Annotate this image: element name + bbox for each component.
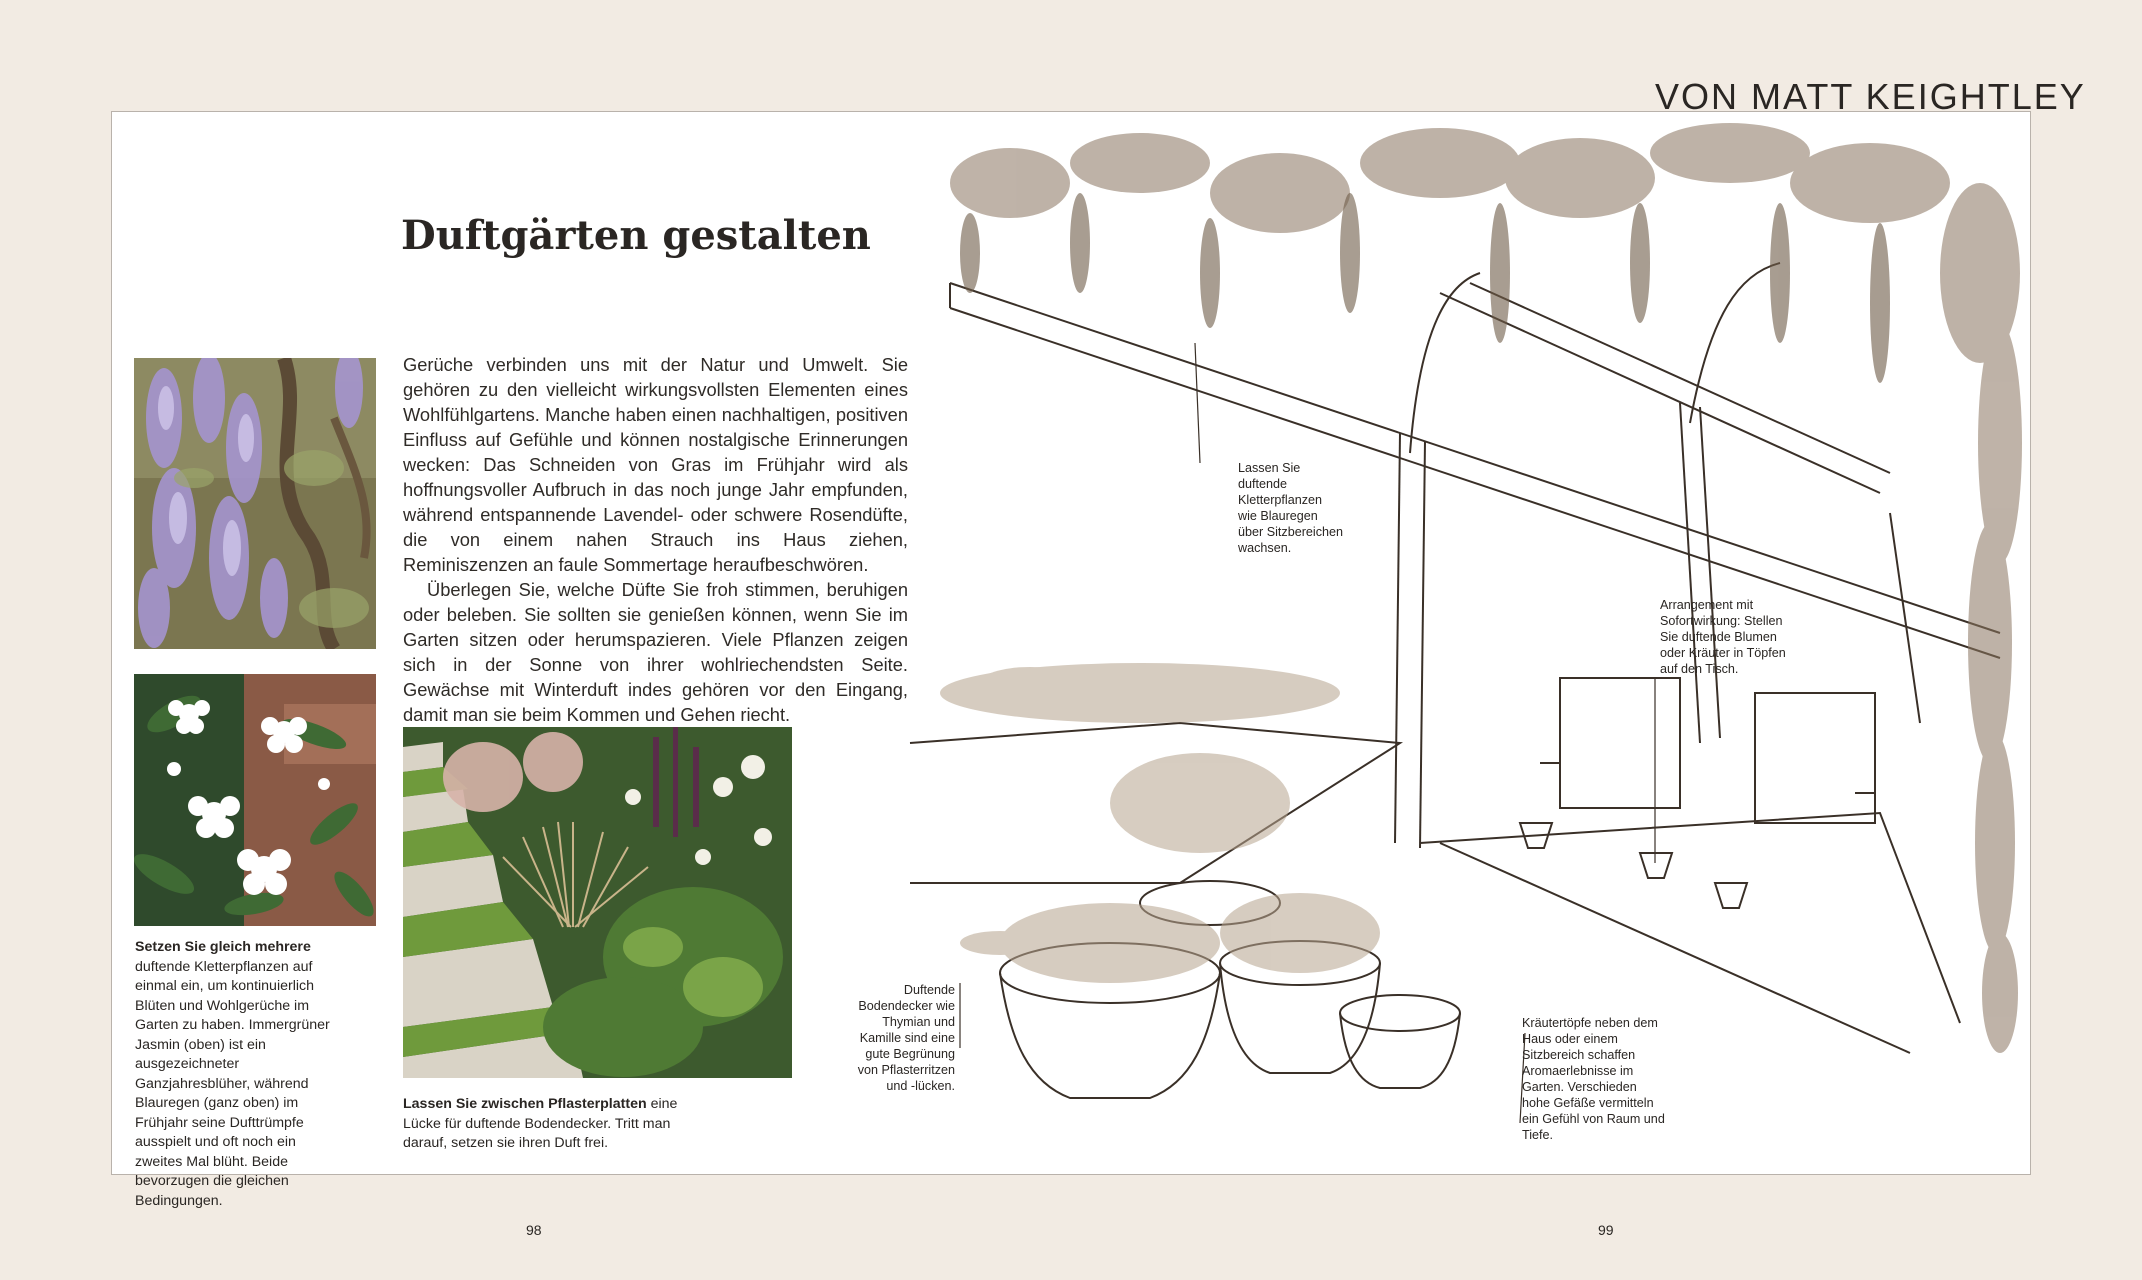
garden-sketch-illustration (880, 123, 2030, 1168)
climbers-caption-lead: Setzen Sie gleich mehrere (135, 939, 311, 955)
paving-caption-lead: Lassen Sie zwischen Pflasterplatten (403, 1096, 647, 1112)
wisteria-photo (134, 358, 376, 649)
label-climbers: Lassen Sie duftende Kletterpflanzen wie Blauregen über Sitzbereichen wachsen. (1238, 461, 1344, 555)
paving-caption-body: eine Lücke für duftende Bodendecker. Tritt man darauf, setzen sie ihren Duft frei. (403, 1096, 678, 1151)
author-byline: VON MATT KEIGHTLEY (1655, 76, 2086, 117)
label-arrangement: Arrangement mit Sofortwirkung: Stellen Sie duftende Blumen oder Kräuter in Töpfen auf den Tisch. (1660, 598, 1786, 676)
paving-caption (403, 1095, 703, 1154)
climbers-caption-body: duftende Kletterpflanzen auf einmal ein, um kontinuierlich Blüten und Wohlgerüche im Garten zu haben. Immergrüner Jasmin (oben) ist ein ausgezeichneter Ganzjahresblüher, während Blauregen (ganz oben) im Frühjahr seine Dufttrümpfe ausspielt und oft noch ein zweites Mal blüht. Beide bevorzugen die gleichen Bedingungen. (135, 958, 330, 1209)
intro-paragraph-1: Gerüche verbinden uns mit der Natur und Umwelt. Sie gehören zu den vielleicht wirkungsvollsten Elementen eines Wohlfühlgartens. Manche haben einen nachhaltigen, positiven Einfluss auf Gefühle und können nostalgische Erinnerungen wecken: Das Schneiden von Gras im Frühjahr wird als hoffnungsvoller Aufbruch in das noch junge Jahr empfunden, während entspannende Lavendel- oder schwere Rosendüfte, die von einem nahen Strauch ins Haus ziehen, Reminiszenzen an faule Sommertage heraufbeschwören. (403, 354, 908, 575)
label-herbs: Kräutertöpfe neben dem Haus oder einem Sitzbereich schaffen Aromaerlebnisse im Garten. Verschieden hohe Gefäße vermitteln ein Gefühl von Raum und Tiefe. (1522, 1016, 1665, 1142)
page-title: Duftgärten gestalten (401, 212, 871, 259)
page-number-right: 99 (1598, 1222, 1614, 1238)
paving-photo (403, 727, 792, 1078)
intro-paragraph-2: Überlegen Sie, welche Düfte Sie froh stimmen, beruhigen oder beleben. Sie sollten sie genießen können, wenn Sie im Garten sitzen oder herumspazieren. Viele Pflanzen zeigen sich in der Sonne von ihrer wohlriechendsten Seite. Gewächse mit Winterduft indes gehören vor den Eingang, damit man sie beim Kommen und Gehen riecht. (403, 579, 908, 725)
climbers-caption (135, 938, 345, 1211)
intro-text (403, 352, 908, 727)
label-groundcover: Duftende Bodendecker wie Thymian und Kamille sind eine gute Begrünung von Pflasterritzen und -lücken. (857, 983, 955, 1093)
jasmine-photo (134, 674, 376, 926)
page-number-left: 98 (526, 1222, 542, 1238)
